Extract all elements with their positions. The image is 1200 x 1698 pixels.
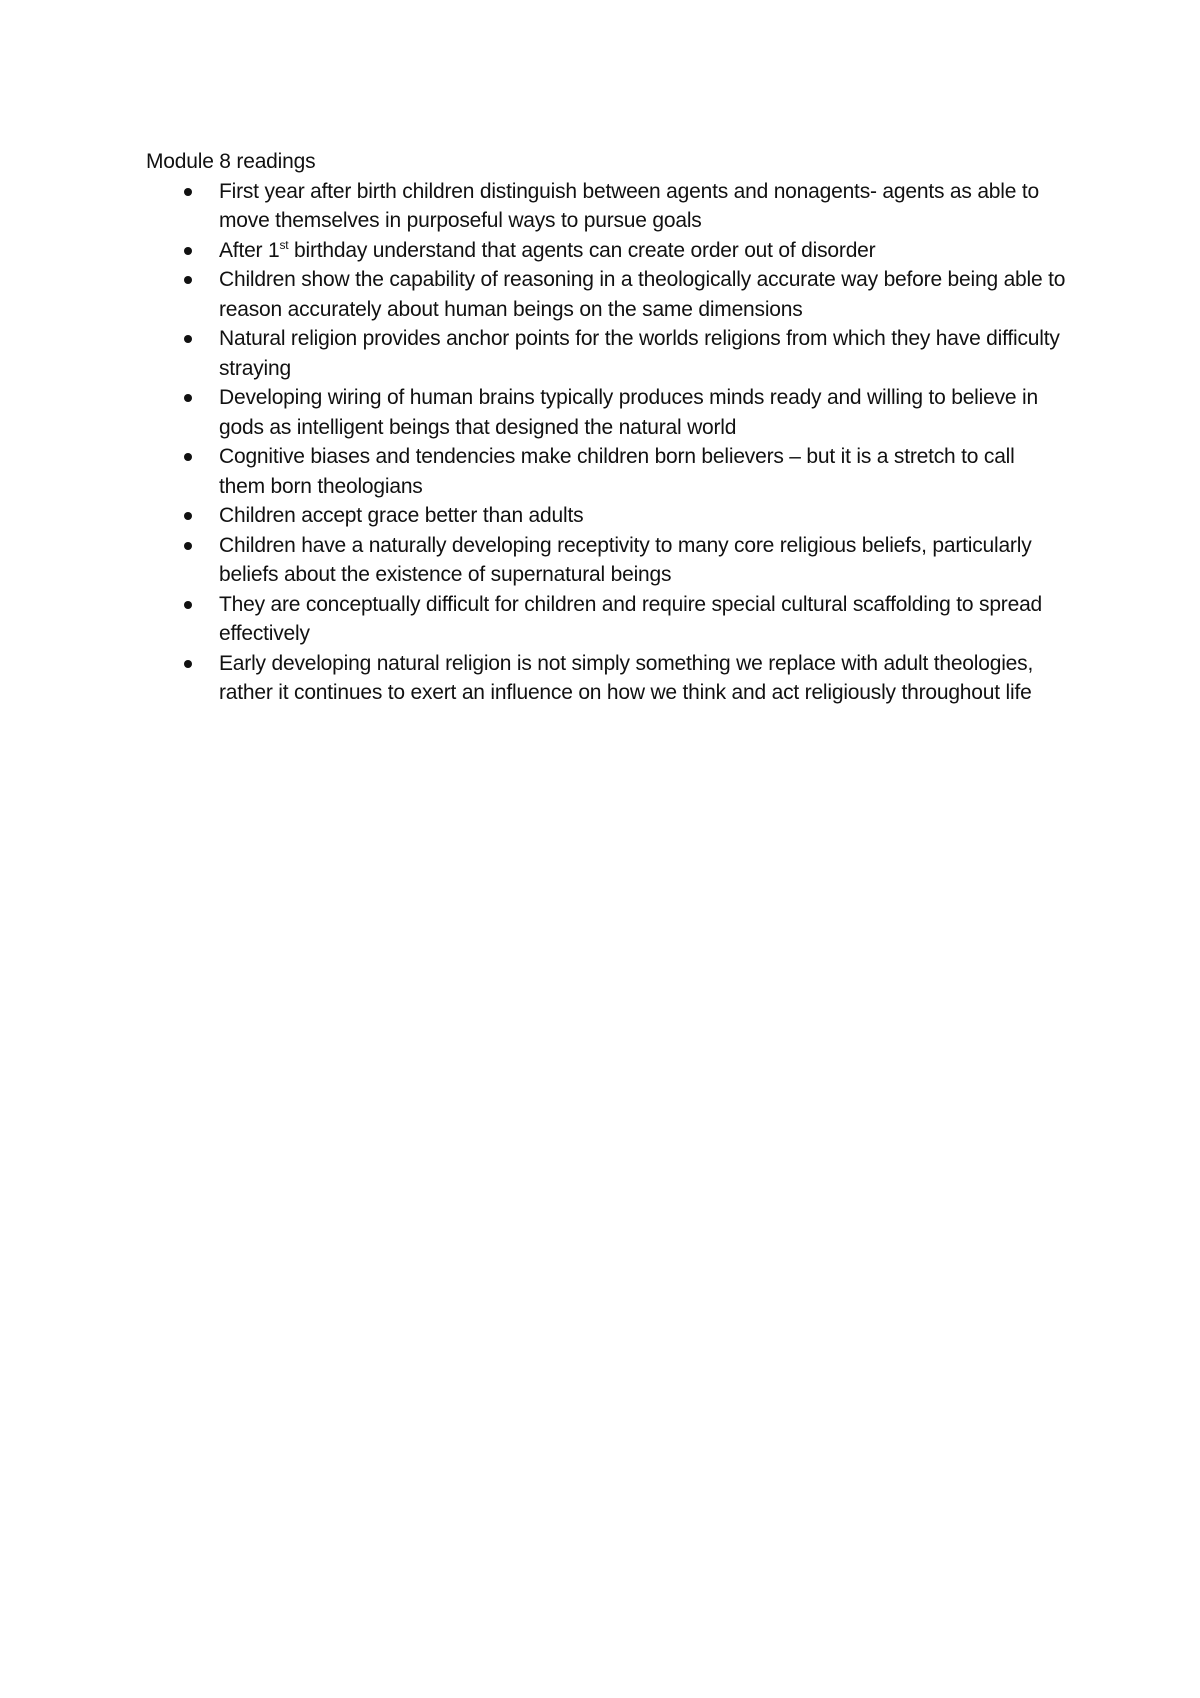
bullet-icon (184, 247, 192, 255)
bullet-text-end: birthday understand that agents can create order out of disorder (288, 238, 876, 262)
bullet-item (146, 383, 1066, 442)
bullet-icon (184, 188, 192, 196)
bullet-icon (184, 601, 192, 609)
bullet-icon (184, 542, 192, 550)
bullet-text: Children have a naturally developing receptivity to many core religious beliefs, particularly beliefs about the existence of supernatural beings (219, 533, 1032, 586)
bullet-item (146, 324, 1066, 383)
bullet-text: Natural religion provides anchor points for the worlds religions from which they have difficulty straying (219, 327, 1060, 380)
bullet-text: Cognitive biases and tendencies make children born believers – but it is a stretch to call them born theologians (219, 445, 1015, 498)
bullet-text: Early developing natural religion is not simply something we replace with adult theologies, rather it continues to exert an influence on how we think and act religiously throughout life (219, 651, 1034, 704)
document-heading: Module 8 readings (146, 150, 316, 173)
bullet-item (146, 442, 1066, 501)
bullet-icon (184, 394, 192, 402)
bullet-list (146, 177, 1066, 708)
bullet-item (146, 265, 1066, 324)
bullet-icon (184, 276, 192, 284)
bullet-icon (184, 335, 192, 343)
bullet-text: First year after birth children distinguish between agents and nonagents- agents as able to move themselves in purposeful ways to pursue goals (219, 179, 1039, 232)
bullet-text-start: After 1 (219, 238, 280, 262)
bullet-text (219, 239, 875, 262)
bullet-item (146, 531, 1066, 590)
bullet-icon (184, 660, 192, 668)
bullet-item (146, 590, 1066, 649)
bullet-text: Children show the capability of reasoning in a theologically accurate way before being able to reason accurately about human beings on the same dimensions (219, 268, 1066, 321)
bullet-text: Children accept grace better than adults (219, 504, 584, 527)
document-body (146, 147, 1066, 708)
bullet-icon (184, 453, 192, 461)
bullet-item (146, 649, 1066, 708)
bullet-item (146, 236, 1066, 266)
bullet-item (146, 501, 1066, 531)
bullet-text: Developing wiring of human brains typically produces minds ready and willing to believe in gods as intelligent beings that designed the natural world (219, 386, 1038, 439)
bullet-icon (184, 512, 192, 520)
ordinal-superscript: st (279, 237, 289, 252)
bullet-text: They are conceptually difficult for children and require special cultural scaffolding to spread effectively (219, 592, 1043, 645)
bullet-item (146, 177, 1066, 236)
